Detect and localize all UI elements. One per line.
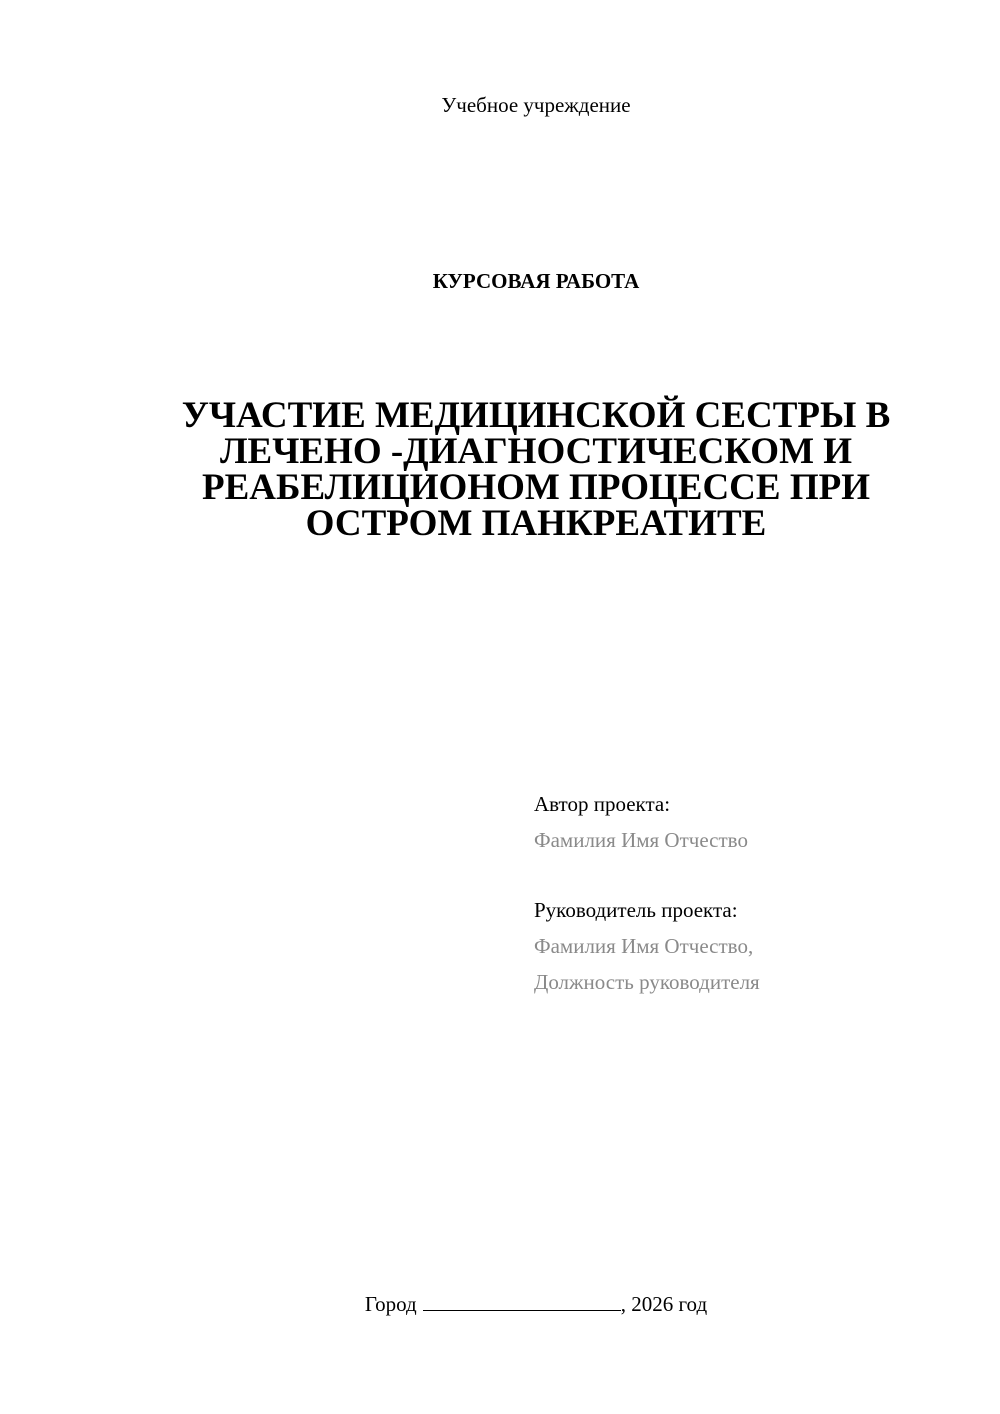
supervisor-block <box>534 896 954 996</box>
title-line: ОСТРОМ ПАНКРЕАТИТЕ <box>305 503 767 544</box>
title-line: ЛЕЧЕНО -ДИАГНОСТИЧЕСКОМ И <box>219 431 853 472</box>
document-title <box>130 395 942 544</box>
institution-name: Учебное учреждение <box>441 93 631 117</box>
author-block <box>534 790 954 854</box>
author-name: Фамилия Имя Отчество <box>534 828 748 852</box>
document-type: КУРСОВАЯ РАБОТА <box>432 269 640 293</box>
supervisor-position: Должность руководителя <box>534 970 760 994</box>
year-text: , 2026 год <box>620 1292 708 1316</box>
title-line: УЧАСТИЕ МЕДИЦИНСКОЙ СЕСТРЫ В <box>181 395 891 436</box>
supervisor-name: Фамилия Имя Отчество, <box>534 934 754 958</box>
author-label: Автор проекта: <box>534 792 671 816</box>
city-label: Город <box>364 1292 417 1316</box>
title-line: РЕАБЕЛИЦИОНОМ ПРОЦЕССЕ ПРИ <box>201 467 870 508</box>
supervisor-label: Руководитель проекта: <box>534 898 738 922</box>
footer-city-year <box>0 1290 1000 1318</box>
city-blank-line <box>423 1290 621 1311</box>
